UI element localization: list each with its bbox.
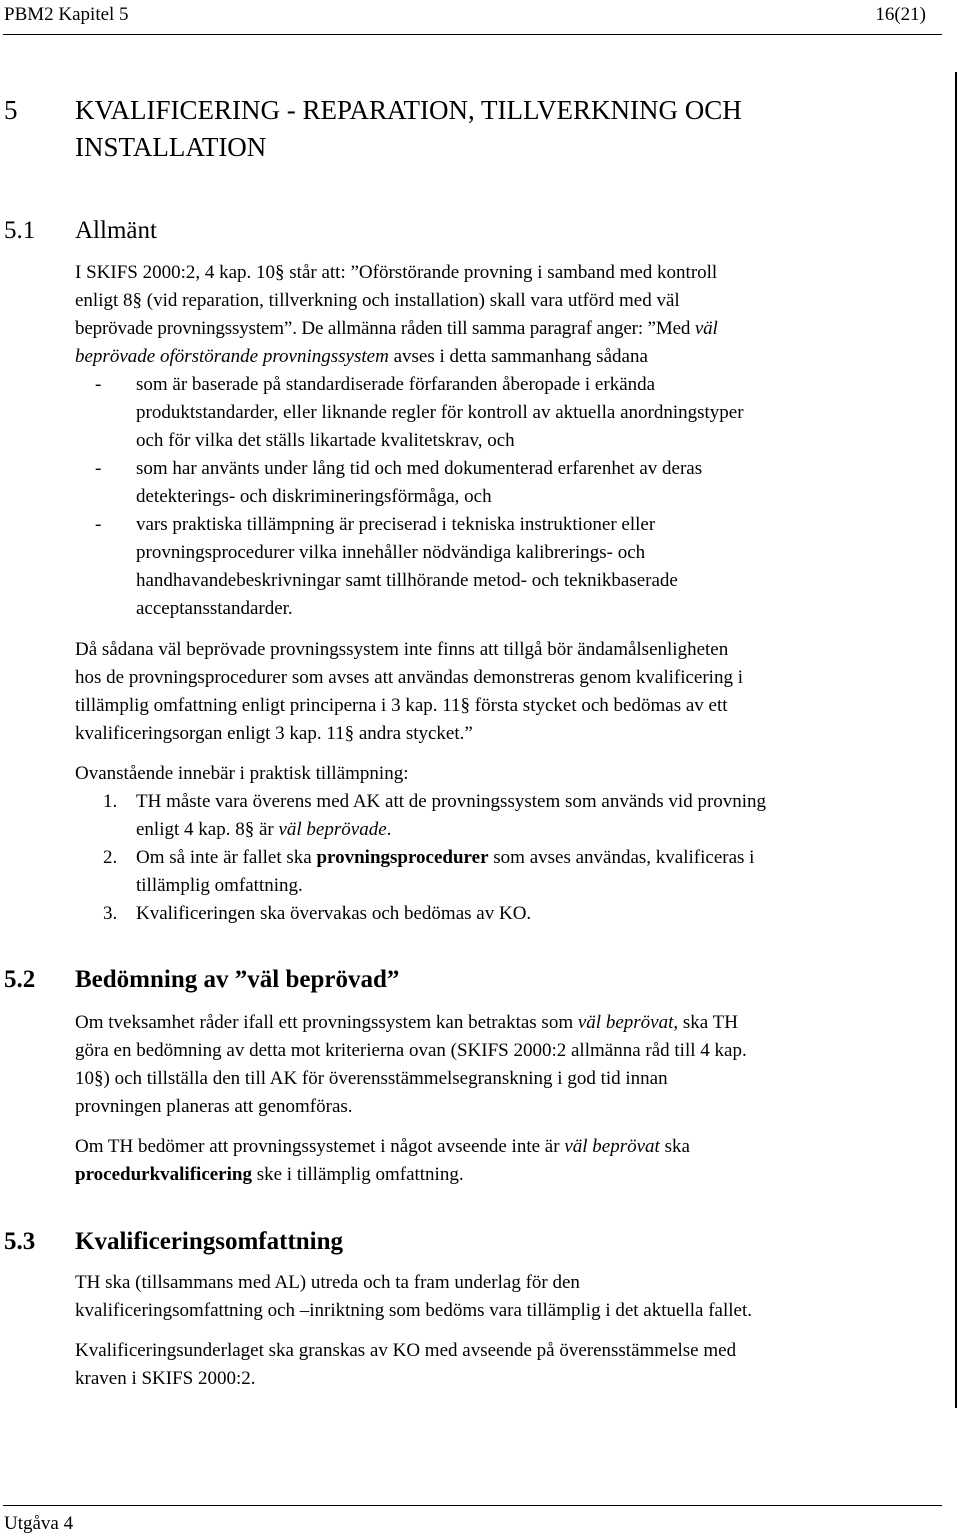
section-5-2-title: Bedömning av ”väl beprövad” [75, 966, 400, 993]
section-5-3-number: 5.3 [4, 1228, 36, 1255]
s53-para1-line1: TH ska (tillsammans med AL) utreda och ta fram underlag för den [75, 1272, 580, 1293]
header-page-number: 16(21) [875, 4, 926, 25]
list-number: 3. [103, 903, 118, 924]
bullet-2-line2: detekterings- och diskrimineringsförmåga, och [136, 486, 492, 507]
bullet-3-line4: acceptansstandarder. [136, 598, 293, 619]
s52-para1-line4: provningen planeras att genomföras. [75, 1096, 353, 1117]
s52-para1-line3: 10§) och tillställa den till AK för överensstämmelsegranskning i god tid innan [75, 1068, 668, 1089]
s52-para1-line1: Om tveksamhet råder ifall ett provningssystem kan betraktas som väl beprövat, ska TH [75, 1012, 738, 1033]
bullet-dash: - [95, 458, 102, 479]
chapter-title-line1: KVALIFICERING - REPARATION, TILLVERKNING OCH [75, 95, 742, 125]
s51-para1-line3: beprövade provningssystem”. De allmänna råden till samma paragraf anger: ”Med väl [75, 318, 718, 339]
bullet-1-line1: som är baserade på standardiserade förfaranden åberopade i erkända [136, 374, 656, 395]
bullet-1-line3: och för vilka det ställs likartade kvalitetskrav, och [136, 430, 515, 451]
s51-para2-line2: hos de provningsprocedurer som avses att användas demonstreras genom kvalificering i [75, 667, 743, 688]
list-item-2-line2: tillämplig omfattning. [136, 875, 303, 896]
section-5-3-title: Kvalificeringsomfattning [75, 1228, 344, 1255]
bullet-3-line3: handhavandebeskrivningar samt tillhörande metod- och teknikbaserade [136, 570, 678, 591]
s51-para1-line2: enligt 8§ (vid reparation, tillverkning och installation) skall vara utförd med väl [75, 290, 680, 311]
footer-edition: Utgåva 4 [4, 1513, 74, 1534]
bullet-2-line1: som har använts under lång tid och med dokumenterad erfarenhet av deras [136, 458, 703, 479]
header-rule [3, 34, 942, 35]
s52-para2-line1: Om TH bedömer att provningssystemet i något avseende inte är väl beprövat ska [75, 1136, 690, 1157]
chapter-title-line2: INSTALLATION [75, 132, 267, 162]
bullet-1-line2: produktstandarder, eller liknande regler för kontroll av aktuella anordningstyper [136, 402, 744, 423]
s53-para2-line2: kraven i SKIFS 2000:2. [75, 1368, 256, 1389]
s53-para1-line2: kvalificeringsomfattning och –inriktning som bedöms vara tillämplig i det aktuella fallet. [75, 1300, 752, 1321]
header-doc-title: PBM2 Kapitel 5 [4, 4, 129, 25]
change-bar [955, 72, 957, 1408]
s51-para3: Ovanstående innebär i praktisk tillämpning: [75, 763, 409, 784]
bullet-3-line1: vars praktiska tillämpning är preciserad i tekniska instruktioner eller [136, 514, 656, 535]
s51-para1-line4: beprövade oförstörande provningssystem avses i detta sammanhang sådana [75, 346, 648, 367]
s52-para2-line2: procedurkvalificering ske i tillämplig omfattning. [75, 1164, 464, 1185]
s51-para2-line4: kvalificeringsorgan enligt 3 kap. 11§ andra stycket.” [75, 723, 473, 744]
section-5-1-title: Allmänt [75, 217, 157, 244]
bullet-dash: - [95, 514, 102, 535]
s53-para2-line1: Kvalificeringsunderlaget ska granskas av KO med avseende på överensstämmelse med [75, 1340, 737, 1361]
bullet-dash: - [95, 374, 102, 395]
list-item-2-line1: Om så inte är fallet ska provningsprocedurer som avses användas, kvalificeras i [136, 847, 755, 868]
section-5-2-number: 5.2 [4, 966, 36, 993]
s52-para1-line2: göra en bedömning av detta mot kriterierna ovan (SKIFS 2000:2 allmänna råd till 4 kap. [75, 1040, 747, 1061]
list-number: 1. [103, 791, 118, 812]
bullet-3-line2: provningsprocedurer vilka innehåller nödvändiga kalibrerings- och [136, 542, 646, 563]
s51-para2-line3: tillämplig omfattning enligt principerna i 3 kap. 11§ första stycket och bedömas av ett [75, 695, 728, 716]
list-item-1-line1: TH måste vara överens med AK att de provningssystem som används vid provning [136, 791, 767, 812]
footer-rule [3, 1505, 942, 1506]
list-item-1-line2: enligt 4 kap. 8§ är väl beprövade. [136, 819, 392, 840]
section-5-1-number: 5.1 [4, 217, 36, 244]
list-item-3-line1: Kvalificeringen ska övervakas och bedömas av KO. [136, 903, 532, 924]
chapter-number: 5 [4, 95, 18, 125]
s51-para1-line1: I SKIFS 2000:2, 4 kap. 10§ står att: ”Oförstörande provning i samband med kontroll [75, 262, 718, 283]
s51-para2-line1: Då sådana väl beprövade provningssystem inte finns att tillgå bör ändamålsenligheten [75, 639, 729, 660]
list-number: 2. [103, 847, 118, 868]
